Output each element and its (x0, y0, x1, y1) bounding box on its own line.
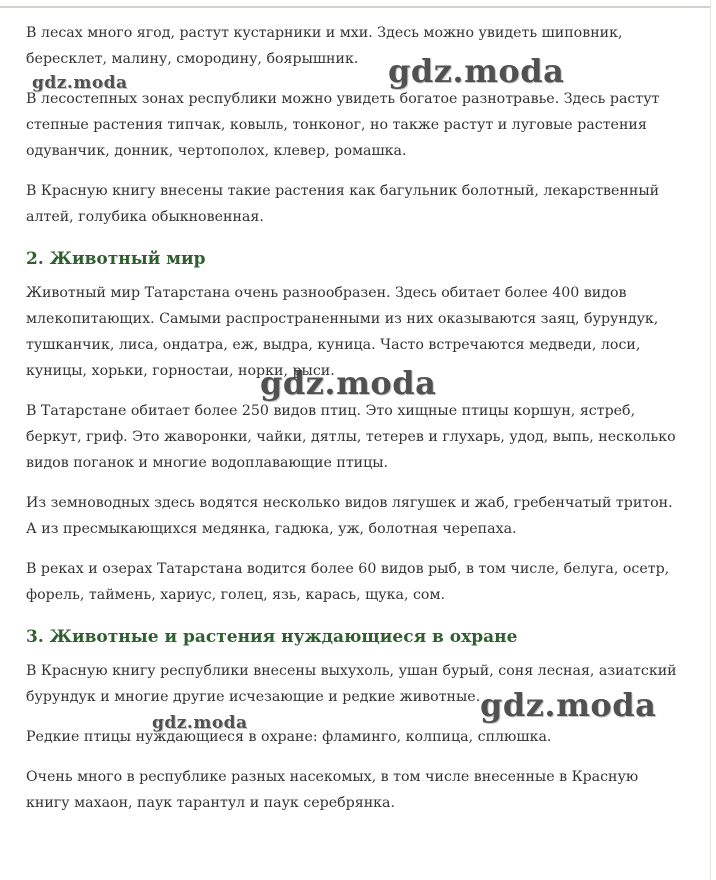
watermark-logo: gdz.moda (32, 73, 128, 93)
right-border (710, 0, 716, 880)
top-border (0, 0, 716, 8)
paragraph-fish: В реках и озерах Татарстана водится более 60 видов рыб, в том числе, белуга, осетр, форель, таймень, хариус, голец, язь, карась, щука, сом. (26, 561, 670, 603)
watermark-logo: gdz.moda (388, 52, 565, 90)
paragraph-insects: Очень много в республике разных насекомых, в том числе внесенные в Красную книгу махаон, паук тарантул и паук серебрянка. (26, 769, 639, 811)
watermark-logo: gdz.moda (260, 364, 437, 402)
section-heading-protection: 3. Животные и растения нуждающиеся в охране (26, 627, 518, 647)
watermark-logo: gdz.moda (152, 713, 248, 733)
watermark-logo: gdz.moda (480, 686, 657, 724)
paragraph-forest-steppe: В лесостепных зонах республики можно увидеть богатое разнотравье. Здесь растут степные растения типчак, ковыль, тонконог, но также растут и луговые растения одуванчик, донник, чертополох, клевер, ромашка. (26, 91, 660, 159)
paragraph-amphibians: Из земноводных здесь водятся несколько видов лягушек и жаб, гребенчатый тритон. А из пресмыкающихся медянка, гадюка, уж, болотная черепаха. (26, 495, 673, 537)
paragraph-rare-birds: Редкие птицы нуждающиеся в охране: фламинго, колпица, сплюшка. (26, 729, 552, 745)
paragraph-birds: В Татарстане обитает более 250 видов птиц. Это хищные птицы коршун, ястреб, беркут, гриф. Это жаворонки, чайки, дятлы, тетерев и глухарь, удод, выпь, несколько видов поганок и многие водоплавающие птицы. (26, 403, 676, 471)
paragraph-mammals: Животный мир Татарстана очень разнообразен. Здесь обитает более 400 видов млекопитающих. Самыми распространенными из них оказываются заяц, бурундук, тушканчик, лиса, ондатра, еж, выдра, куница. Часто встречаются медведи, лоси, куницы, хорьки, горностаи, норки, рыси. (26, 285, 659, 379)
section-heading-animals: 2. Животный мир (26, 249, 206, 269)
paragraph-red-book-plants: В Красную книгу внесены такие растения как багульник болотный, лекарственный алтей, голубика обыкновенная. (26, 183, 660, 225)
paragraph-forest: В лесах много ягод, растут кустарники и мхи. Здесь можно увидеть шиповник, бересклет, малину, смородину, боярышник. (26, 25, 623, 67)
paragraph-red-book-animals: В Красную книгу республики внесены выхухоль, ушан бурый, соня лесная, азиатский бурундук и многие другие исчезающие и редкие животные. (26, 663, 677, 705)
